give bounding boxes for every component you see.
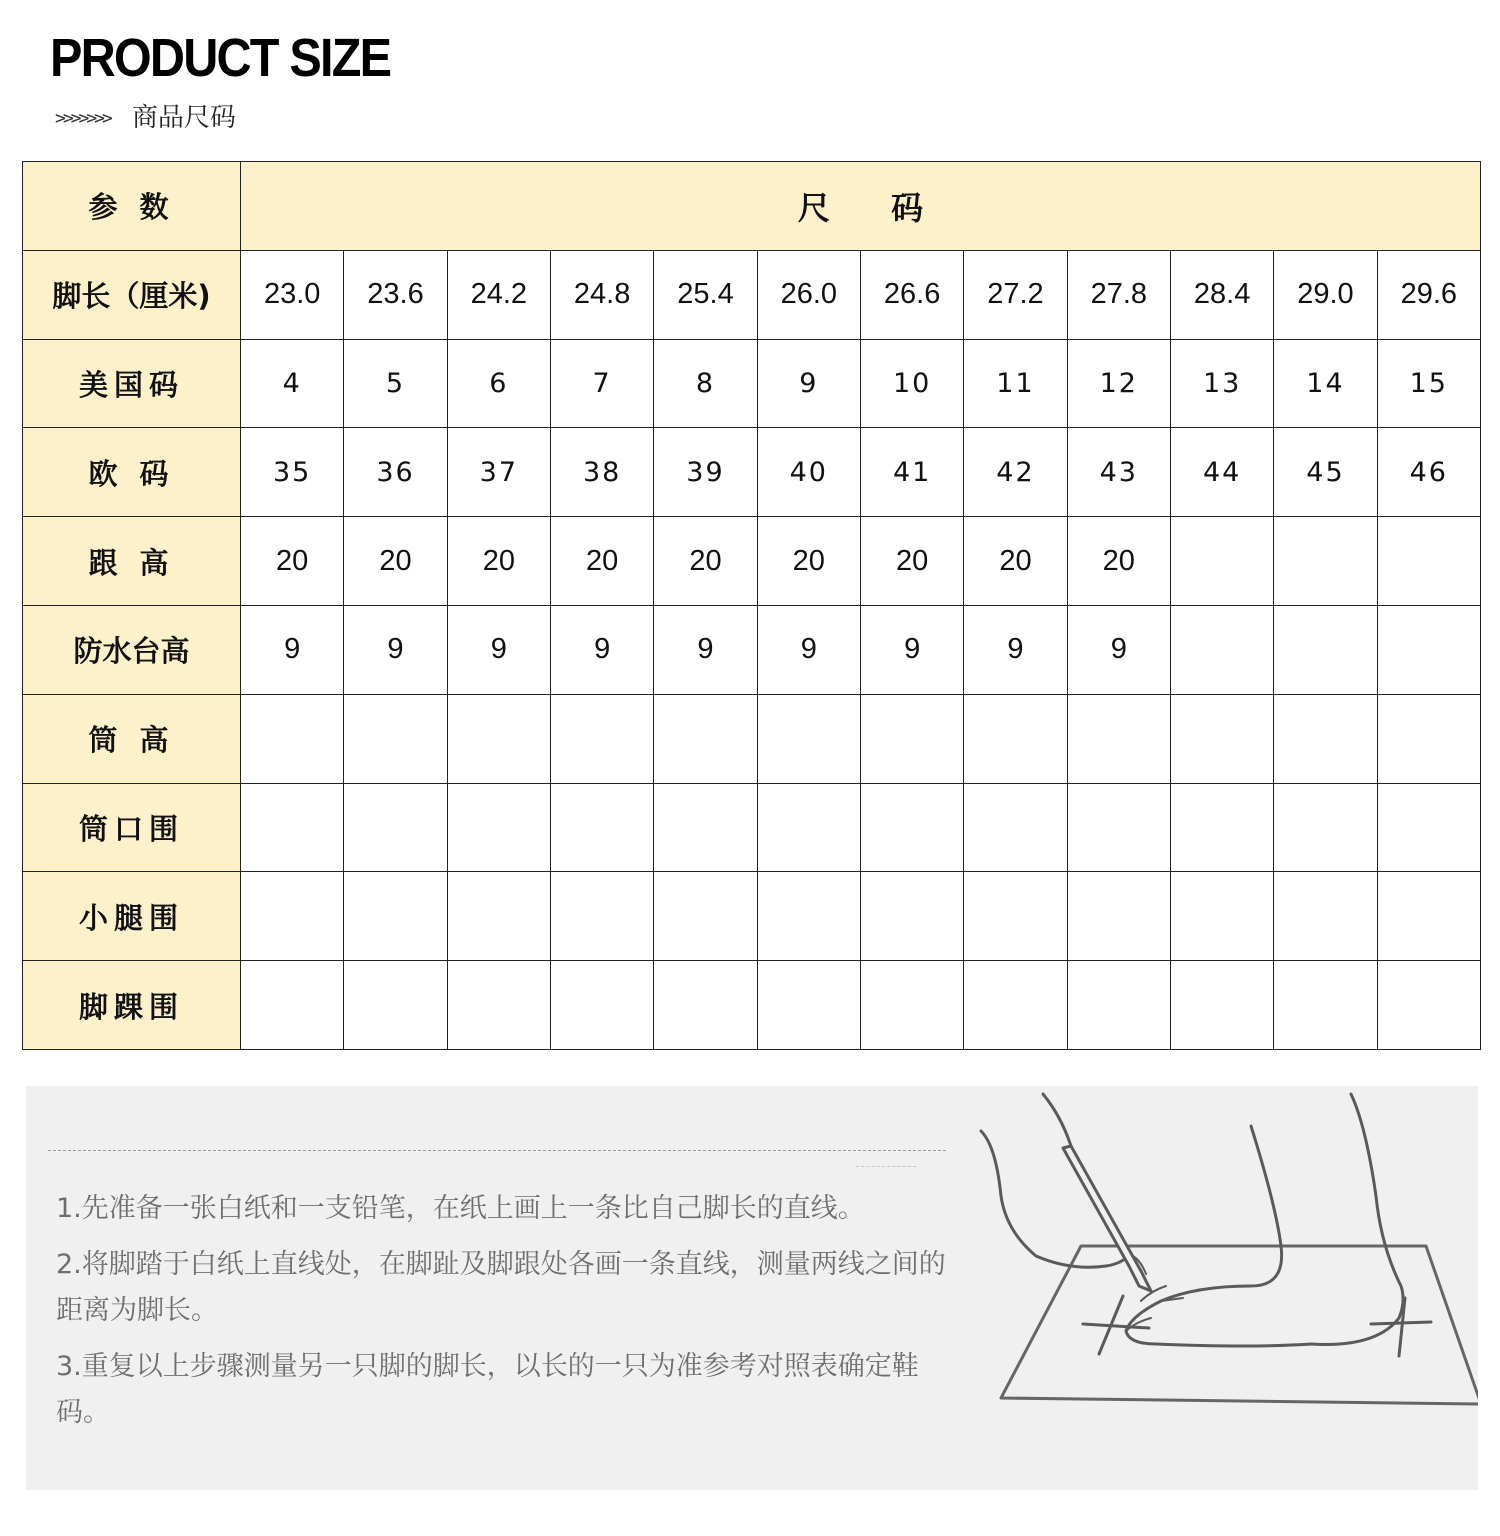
size-cell: 9 [344,605,447,694]
size-cell: 9 [241,605,344,694]
size-cell [1377,783,1480,872]
size-cell: 20 [654,517,757,606]
size-cell [447,961,550,1050]
size-cell [654,694,757,783]
size-cell: 24.8 [550,250,653,339]
measure-guide [26,1086,1478,1490]
size-cell [860,961,963,1050]
size-cell [1377,605,1480,694]
size-cell: 9 [654,605,757,694]
size-cell: 23.0 [241,250,344,339]
size-cell: 9 [757,339,860,428]
guide-steps [56,1186,956,1446]
size-cell: 20 [447,517,550,606]
row-label: 小腿围 [23,872,241,961]
size-cell [757,961,860,1050]
size-cell: 20 [1067,517,1170,606]
size-cell [1170,961,1273,1050]
size-cell [860,783,963,872]
size-cell: 40 [757,428,860,517]
size-cell: 20 [964,517,1067,606]
table-header-row [23,162,1481,251]
table-row [23,250,1481,339]
size-cell: 4 [241,339,344,428]
size-cell [241,783,344,872]
table-row [23,694,1481,783]
size-cell [1170,694,1273,783]
size-cell [550,783,653,872]
size-cell: 41 [860,428,963,517]
foot-measure-icon [951,1086,1478,1490]
size-cell [1170,517,1273,606]
size-cell [964,961,1067,1050]
size-cell [757,694,860,783]
page-subtitle [55,100,236,137]
size-cell [1274,694,1377,783]
size-cell: 20 [860,517,963,606]
size-cell: 26.6 [860,250,963,339]
size-cell [1274,517,1377,606]
size-cell: 39 [654,428,757,517]
param-header: 参 数 [23,162,241,251]
size-cell [447,694,550,783]
guide-step: 1.先准备一张白纸和一支铅笔，在纸上画上一条比自己脚长的直线。 [56,1193,865,1224]
size-cell [344,961,447,1050]
size-cell: 6 [447,339,550,428]
size-cell: 9 [1067,605,1170,694]
size-cell [1274,783,1377,872]
guide-step: 3.重复以上步骤测量另一只脚的脚长，以长的一只为准参考对照表确定鞋码。 [56,1351,919,1428]
size-cell [1377,961,1480,1050]
size-cell: 7 [550,339,653,428]
size-cell: 44 [1170,428,1273,517]
size-cell [1170,872,1273,961]
size-cell [654,783,757,872]
size-cell: 15 [1377,339,1480,428]
size-cell: 10 [860,339,963,428]
size-cell [1274,961,1377,1050]
size-cell [1067,872,1170,961]
size-cell: 24.2 [447,250,550,339]
size-cell [1377,872,1480,961]
size-cell [1067,783,1170,872]
size-cell: 20 [241,517,344,606]
table-row [23,605,1481,694]
table-row [23,428,1481,517]
arrows-icon: >>>>>>> [55,108,110,129]
dashed-divider-short [856,1166,916,1167]
size-cell [550,961,653,1050]
size-cell: 9 [860,605,963,694]
size-cell: 20 [550,517,653,606]
size-cell: 9 [757,605,860,694]
size-cell: 43 [1067,428,1170,517]
size-cell: 26.0 [757,250,860,339]
size-cell: 23.6 [344,250,447,339]
size-cell: 27.2 [964,250,1067,339]
row-label: 脚长（厘米) [23,250,241,339]
size-cell [757,872,860,961]
row-label: 欧 码 [23,428,241,517]
page-title: PRODUCT SIZE [50,28,391,88]
size-cell [1377,517,1480,606]
size-cell [654,961,757,1050]
row-label: 跟 高 [23,517,241,606]
size-cell [344,694,447,783]
size-cell: 29.6 [1377,250,1480,339]
size-cell [447,872,550,961]
size-table [22,161,1481,1050]
size-cell [964,872,1067,961]
size-cell [447,783,550,872]
size-header: 尺 码 [241,162,1481,251]
size-cell: 9 [550,605,653,694]
size-cell [241,961,344,1050]
size-cell: 29.0 [1274,250,1377,339]
size-cell: 12 [1067,339,1170,428]
size-cell [964,783,1067,872]
guide-step: 2.将脚踏于白纸上直线处，在脚趾及脚跟处各画一条直线，测量两线之间的距离为脚长。 [56,1249,946,1326]
row-label: 筒 高 [23,694,241,783]
size-cell: 35 [241,428,344,517]
subtitle-text: 商品尺码 [131,103,236,133]
size-cell: 28.4 [1170,250,1273,339]
size-cell [241,872,344,961]
dashed-divider [48,1150,946,1151]
size-cell: 46 [1377,428,1480,517]
size-cell: 25.4 [654,250,757,339]
row-label: 防水台高 [23,605,241,694]
size-cell [860,694,963,783]
size-cell [1067,961,1170,1050]
size-cell: 20 [757,517,860,606]
size-cell [344,783,447,872]
size-cell [654,872,757,961]
table-row [23,783,1481,872]
size-cell [1377,694,1480,783]
table-row [23,517,1481,606]
size-cell: 36 [344,428,447,517]
table-row [23,872,1481,961]
size-cell [1170,605,1273,694]
size-cell: 42 [964,428,1067,517]
size-cell [1274,605,1377,694]
size-cell [550,694,653,783]
row-label: 筒口围 [23,783,241,872]
size-cell: 11 [964,339,1067,428]
size-cell [344,872,447,961]
size-cell: 45 [1274,428,1377,517]
size-cell: 9 [964,605,1067,694]
size-cell [757,783,860,872]
size-cell: 20 [344,517,447,606]
size-cell: 27.8 [1067,250,1170,339]
size-cell: 5 [344,339,447,428]
size-cell: 38 [550,428,653,517]
row-label: 脚踝围 [23,961,241,1050]
size-cell [964,694,1067,783]
table-row [23,339,1481,428]
size-cell [550,872,653,961]
row-label: 美国码 [23,339,241,428]
size-cell [1170,783,1273,872]
size-cell [1274,872,1377,961]
size-cell [241,694,344,783]
size-cell: 37 [447,428,550,517]
size-cell: 13 [1170,339,1273,428]
size-cell [860,872,963,961]
size-cell: 8 [654,339,757,428]
size-cell: 9 [447,605,550,694]
size-cell: 14 [1274,339,1377,428]
size-cell [1067,694,1170,783]
table-row [23,961,1481,1050]
